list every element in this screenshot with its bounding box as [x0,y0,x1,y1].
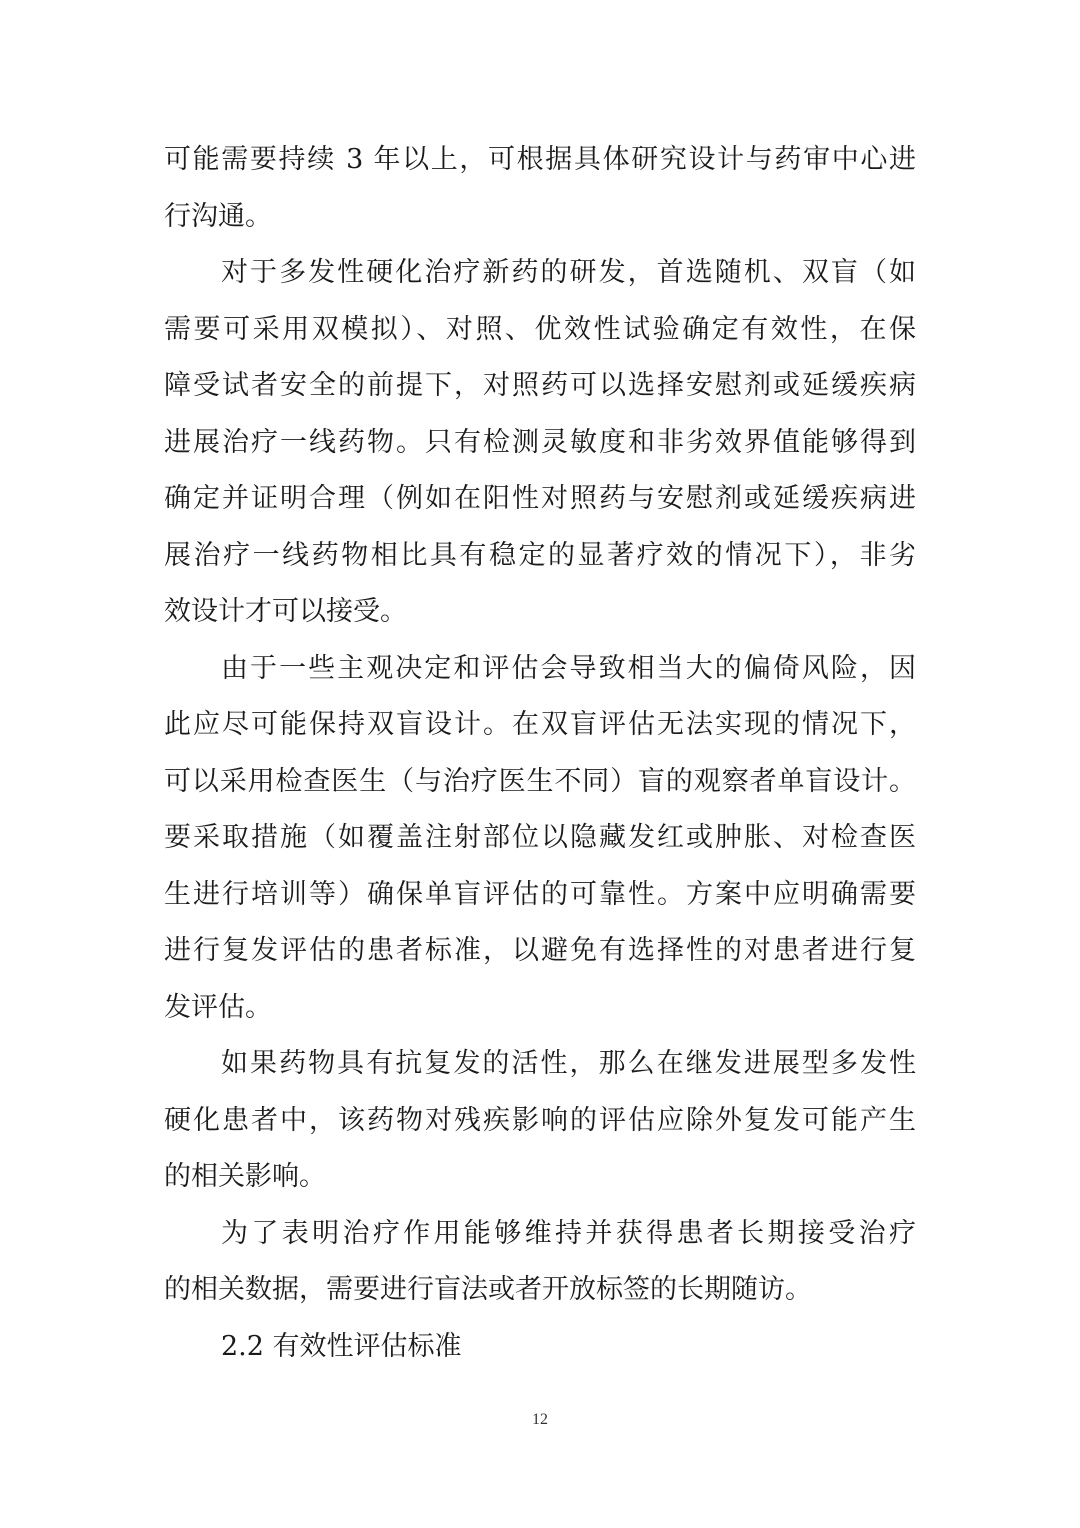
text-line: 的相关数据，需要进行盲法或者开放标签的长期随访。 [164,1274,812,1305]
text-line: 硬化患者中，该药物对残疾影响的评估应除外复发可能产生 [164,1105,916,1136]
text-line: 障受试者安全的前提下，对照药可以选择安慰剂或延缓疾病 [164,370,916,401]
text-line: 确定并证明合理（例如在阳性对照药与安慰剂或延缓疾病进 [164,483,916,514]
text-line: 行沟通。 [164,201,272,232]
paragraph-first-line: 由于一些主观决定和评估会导致相当大的偏倚风险，因 [221,653,916,684]
section-heading: 2.2 有效性评估标准 [221,1331,462,1362]
text-line: 的相关影响。 [164,1161,326,1192]
text-line: 可以采用检查医生（与治疗医生不同）盲的观察者单盲设计。 [164,766,916,797]
text-line: 进行复发评估的患者标准，以避免有选择性的对患者进行复 [164,935,916,966]
text-line: 需要可采用双模拟）、对照、优效性试验确定有效性，在保 [164,314,916,345]
paragraph-first-line: 为了表明治疗作用能够维持并获得患者长期接受治疗 [221,1218,916,1249]
text-line: 效设计才可以接受。 [164,596,407,627]
text-line: 展治疗一线药物相比具有稳定的显著疗效的情况下），非劣 [164,540,916,571]
page-number: 12 [532,1411,548,1428]
text-line: 可能需要持续 3 年以上，可根据具体研究设计与药审中心进 [164,144,916,175]
text-line: 此应尽可能保持双盲设计。在双盲评估无法实现的情况下， [164,709,916,740]
paragraph-first-line: 对于多发性硬化治疗新药的研发，首选随机、双盲（如 [221,257,916,288]
paragraph-first-line: 如果药物具有抗复发的活性，那么在继发进展型多发性 [221,1048,916,1079]
text-line: 发评估。 [164,992,272,1023]
text-line: 生进行培训等）确保单盲评估的可靠性。方案中应明确需要 [164,879,916,910]
text-line: 要采取措施（如覆盖注射部位以隐藏发红或肿胀、对检查医 [164,822,916,853]
text-line: 进展治疗一线药物。只有检测灵敏度和非劣效界值能够得到 [164,427,916,458]
